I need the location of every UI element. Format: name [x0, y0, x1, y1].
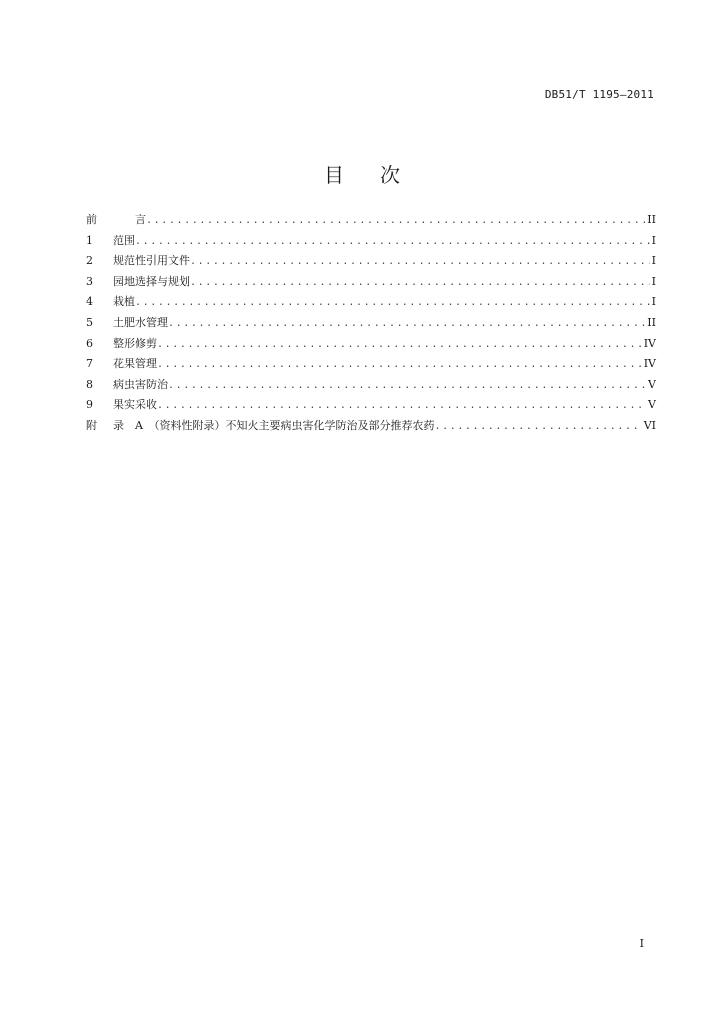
- table-of-contents: [86, 210, 656, 437]
- toc-dot-leader: [168, 376, 646, 397]
- toc-entry-pruning[interactable]: [86, 334, 656, 355]
- toc-entry-scope[interactable]: [86, 231, 656, 252]
- title-char-2: 次: [380, 163, 400, 188]
- toc-entry-site-selection[interactable]: [86, 272, 656, 293]
- toc-entry-number: 4: [86, 295, 93, 309]
- toc-entry-label: 言: [135, 213, 146, 226]
- toc-entry-number: 前: [86, 213, 97, 226]
- toc-entry-page: I: [651, 295, 656, 309]
- toc-entry-number: 1: [86, 233, 93, 247]
- toc-entry-harvest[interactable]: [86, 395, 656, 416]
- toc-entry-number: 6: [86, 336, 93, 350]
- toc-entry-appendix-a[interactable]: [86, 416, 656, 437]
- toc-entry-preface[interactable]: [86, 210, 656, 231]
- toc-entry-label: 栽植: [113, 295, 135, 309]
- toc-entry-page: VI: [643, 418, 656, 432]
- toc-entry-label: 病虫害防治: [113, 377, 168, 391]
- toc-entry-page: IV: [643, 336, 656, 350]
- document-code: DB51/T 1195—2011: [544, 88, 654, 101]
- toc-entry-page: I: [651, 254, 656, 268]
- toc-entry-label: 整形修剪: [113, 336, 157, 350]
- toc-entry-number: 7: [86, 357, 93, 371]
- toc-entry-page: II: [647, 213, 656, 226]
- toc-entry-label: 规范性引用文件: [113, 254, 190, 268]
- toc-entry-number: 附: [86, 418, 97, 432]
- toc-entry-page: I: [651, 274, 656, 288]
- page-number: I: [639, 937, 644, 950]
- toc-dot-leader: [135, 293, 650, 314]
- toc-dot-leader: [157, 355, 642, 376]
- toc-entry-page: V: [648, 398, 656, 412]
- toc-entry-flower-fruit[interactable]: [86, 354, 656, 375]
- toc-entry-soil-fertilizer-water[interactable]: [86, 313, 656, 334]
- appendix-title: 不知火主要病虫害化学防治及部分推荐农药: [225, 418, 435, 432]
- toc-entry-page: I: [651, 233, 656, 247]
- toc-entry-number: 9: [86, 398, 93, 412]
- toc-entry-number: 2: [86, 254, 93, 268]
- toc-dot-leader: [168, 314, 645, 335]
- toc-entry-planting[interactable]: [86, 292, 656, 313]
- toc-entry-number: 8: [86, 377, 93, 391]
- toc-entry-number: 5: [86, 315, 93, 329]
- toc-entry-normative-references[interactable]: [86, 251, 656, 272]
- toc-entry-label: 范围: [113, 233, 135, 247]
- toc-entry-pest-control[interactable]: [86, 375, 656, 396]
- toc-entry-label: 果实采收: [113, 398, 157, 412]
- toc-dot-leader: [135, 232, 650, 253]
- appendix-prefix: 录 A （资料性附录）: [113, 418, 226, 432]
- toc-dot-leader: [190, 252, 650, 273]
- toc-entry-page: IV: [643, 357, 656, 371]
- toc-entry-page: II: [647, 315, 656, 329]
- toc-dot-leader: [146, 211, 645, 232]
- toc-entry-number: 3: [86, 274, 93, 288]
- toc-entry-page: V: [648, 377, 656, 391]
- toc-dot-leader: [157, 335, 642, 356]
- toc-dot-leader: [190, 273, 650, 294]
- toc-dot-leader: [157, 396, 646, 417]
- page-title: [0, 159, 724, 188]
- toc-entry-label: 土肥水管理: [113, 315, 168, 329]
- toc-dot-leader: [434, 417, 641, 438]
- toc-entry-label: 园地选择与规划: [113, 274, 190, 288]
- toc-entry-label: [113, 416, 434, 437]
- toc-entry-label: 花果管理: [113, 357, 157, 371]
- title-char-1: 目: [324, 163, 344, 188]
